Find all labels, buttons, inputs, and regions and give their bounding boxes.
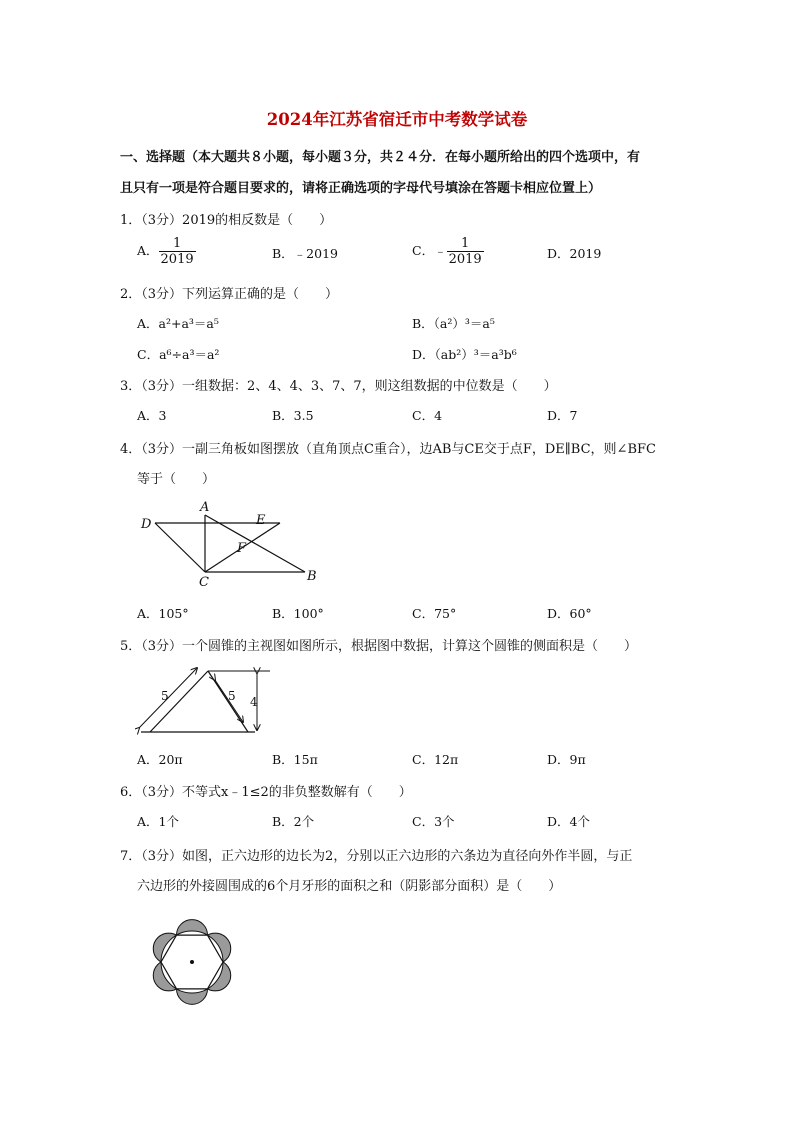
question-4-option-c: C．75° bbox=[412, 606, 457, 621]
label-height: 4 bbox=[250, 695, 258, 709]
question-2-option-d: D．（ab²）³＝a³b⁶ bbox=[412, 347, 517, 362]
question-7-stem-line1: 7．（3分）如图，正六边形的边长为2，分别以正六边形的六条边为直径向外作半圆，与正 bbox=[120, 849, 633, 864]
denominator: 2019 bbox=[448, 252, 482, 267]
label-b: B bbox=[307, 569, 317, 584]
section-instruction-line1: 一、选择题（本大题共８小题，每小题３分，共２４分．在每小题所给出的四个选项中，有 bbox=[120, 150, 641, 165]
label-c: C bbox=[199, 575, 209, 590]
question-3-option-b: B．3.5 bbox=[272, 408, 314, 423]
cone-left-side bbox=[150, 671, 208, 732]
question-6-option-a: A．1个 bbox=[137, 814, 179, 829]
question-6-option-d: D．4个 bbox=[547, 814, 590, 829]
center-dot bbox=[190, 960, 194, 964]
segment-dc bbox=[155, 523, 205, 572]
question-4-stem-line2: 等于（ ） bbox=[137, 472, 216, 487]
question-3-option-a: A．3 bbox=[137, 408, 167, 423]
denominator: 2019 bbox=[160, 252, 194, 267]
question-1-stem: 1．（3分）2019的相反数是（ ） bbox=[120, 213, 333, 228]
label-slant-right: 5 bbox=[228, 689, 236, 703]
fraction bbox=[447, 236, 484, 267]
question-3-stem: 3．（3分）一组数据：2、4、4、3、7、7，则这组数据的中位数是（ ） bbox=[120, 379, 557, 394]
question-4-stem-line1: 4．（3分）一副三角板如图摆放（直角顶点C重合），边AB与CE交于点F，DE∥BC，则∠BFC bbox=[120, 442, 656, 457]
label-slant-left: 5 bbox=[161, 689, 169, 703]
question-2-option-a: A．a²+a³＝a⁵ bbox=[137, 316, 219, 331]
question-5-option-d: D．9π bbox=[547, 752, 586, 767]
numerator: 1 bbox=[447, 236, 484, 252]
label-a: A bbox=[200, 500, 210, 515]
option-a-label: A． bbox=[137, 243, 159, 258]
question-5-figure bbox=[135, 662, 280, 740]
question-4-option-a: A．105° bbox=[137, 606, 189, 621]
question-2-option-b: B．（a²）³＝a⁵ bbox=[412, 316, 495, 331]
exam-title: 2024年江苏省宿迁市中考数学试卷 bbox=[266, 110, 528, 129]
question-7-figure bbox=[130, 893, 255, 1026]
question-4-figure bbox=[135, 496, 325, 592]
question-5-option-a: A．20π bbox=[137, 752, 183, 767]
question-1-option-d: D．2019 bbox=[547, 246, 602, 261]
question-4-option-d: D．60° bbox=[547, 606, 592, 621]
question-7-stem-line2: 六边形的外接圆围成的6个月牙形的面积之和（阴影部分面积）是（ ） bbox=[137, 879, 562, 894]
question-6-option-c: C．3个 bbox=[412, 814, 455, 829]
question-1-option-b: B．﹣2019 bbox=[272, 246, 338, 261]
numerator: 1 bbox=[159, 236, 196, 252]
question-5-stem: 5．（3分）一个圆锥的主视图如图所示，根据图中数据，计算这个圆锥的侧面积是（ ） bbox=[120, 639, 638, 654]
question-2-option-c: C．a⁶÷a³＝a² bbox=[137, 347, 220, 362]
question-6-option-b: B．2个 bbox=[272, 814, 315, 829]
question-1-option-c bbox=[412, 236, 484, 267]
question-6-stem: 6．（3分）不等式x﹣1≤2的非负整数解有（ ） bbox=[120, 785, 412, 800]
option-c-label: C．﹣ bbox=[412, 243, 447, 258]
question-2-stem: 2．（3分）下列运算正确的是（ ） bbox=[120, 287, 339, 302]
label-e: E bbox=[256, 513, 266, 528]
label-f: F bbox=[237, 541, 247, 556]
question-3-option-c: C．4 bbox=[412, 408, 443, 423]
question-3-option-d: D．7 bbox=[547, 408, 578, 423]
label-d: D bbox=[141, 517, 152, 532]
question-5-option-c: C．12π bbox=[412, 752, 459, 767]
question-1-option-a bbox=[137, 236, 196, 267]
section-instruction-line2: 且只有一项是符合题目要求的，请将正确选项的字母代号填涂在答题卡相应位置上） bbox=[120, 181, 602, 196]
question-4-option-b: B．100° bbox=[272, 606, 324, 621]
fraction bbox=[159, 236, 196, 267]
question-5-option-b: B．15π bbox=[272, 752, 318, 767]
